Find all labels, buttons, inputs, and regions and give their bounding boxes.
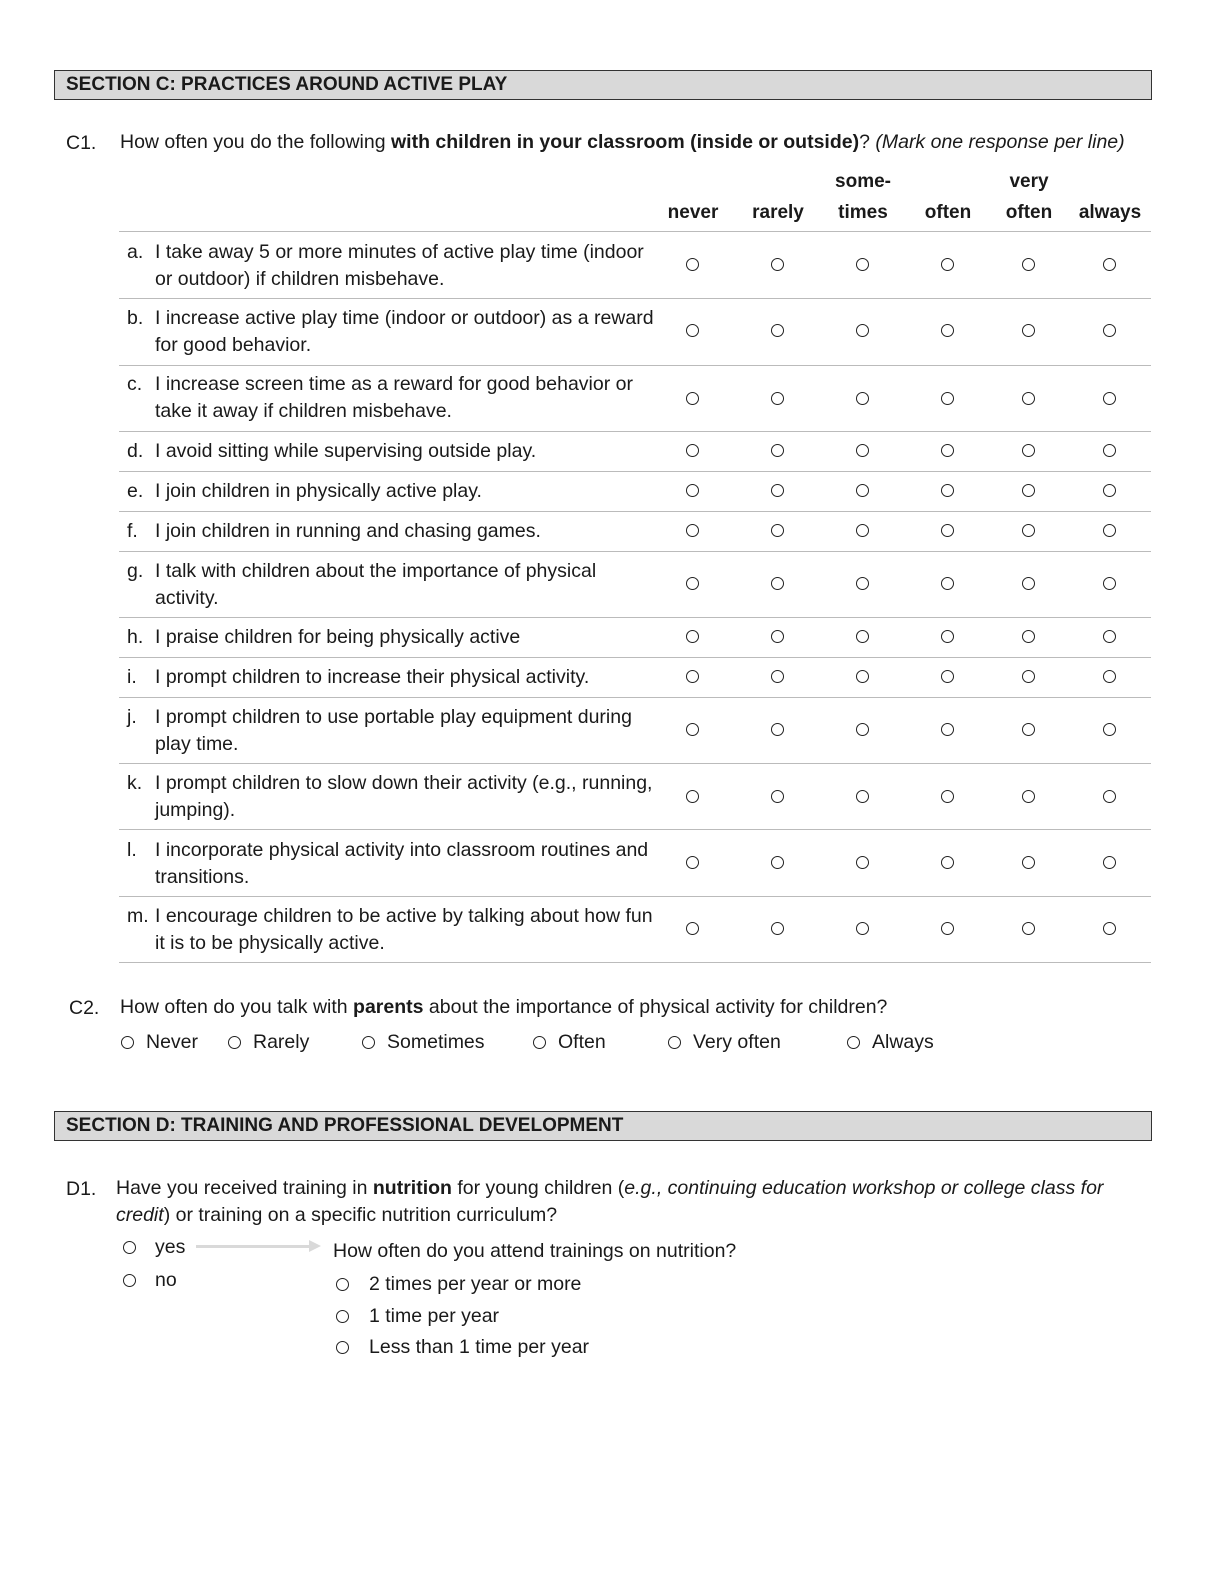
d1-followup-option-1: 2 times per year or more	[369, 1273, 582, 1295]
c2-text-post: about the importance of physical activity for children?	[423, 996, 888, 1018]
c2-text-pre: How often do you talk with	[120, 996, 354, 1018]
radio-row-c-col-3[interactable]	[856, 392, 869, 405]
radio-row-m-col-1[interactable]	[686, 922, 699, 935]
radio-row-l-col-6[interactable]	[1103, 856, 1116, 869]
radio-row-b-col-5[interactable]	[1022, 324, 1035, 337]
col-header-very-often: very often	[1005, 171, 1053, 223]
row-letter: c.	[127, 373, 143, 395]
radio-row-h-col-4[interactable]	[941, 630, 954, 643]
radio-row-c-col-1[interactable]	[686, 392, 699, 405]
d1-text-pre: Have you received training in	[116, 1177, 373, 1199]
radio-row-i-col-6[interactable]	[1103, 670, 1116, 683]
radio-row-f-col-5[interactable]	[1022, 524, 1035, 537]
radio-row-e-col-6[interactable]	[1103, 484, 1116, 497]
row-divider	[119, 431, 1151, 432]
section-c-header: SECTION C: PRACTICES AROUND ACTIVE PLAY	[54, 70, 1152, 100]
c2-number: C2.	[69, 997, 100, 1019]
radio-row-i-col-2[interactable]	[771, 670, 784, 683]
col-header-rarely: rarely	[752, 202, 804, 223]
radio-row-g-col-2[interactable]	[771, 577, 784, 590]
radio-row-f-col-6[interactable]	[1103, 524, 1116, 537]
radio-row-i-col-5[interactable]	[1022, 670, 1035, 683]
radio-row-f-col-4[interactable]	[941, 524, 954, 537]
row-divider	[119, 962, 1151, 963]
radio-row-a-col-1[interactable]	[686, 258, 699, 271]
radio-row-c-col-6[interactable]	[1103, 392, 1116, 405]
radio-row-a-col-4[interactable]	[941, 258, 954, 271]
row-statement: I prompt children to slow down their activity (e.g., running, jumping).	[155, 772, 653, 821]
radio-row-d-col-2[interactable]	[771, 444, 784, 457]
row-statement: I join children in running and chasing games.	[155, 520, 541, 542]
col-header-always: always	[1078, 202, 1142, 223]
d1-text-bold: nutrition	[372, 1177, 452, 1199]
row-letter: j.	[127, 706, 137, 728]
c1-text-mid: ?	[859, 131, 876, 153]
row-statement: I take away 5 or more minutes of active play time (indoor or outdoor) if children misbehave.	[155, 241, 644, 290]
c1-text-italic: (Mark one response per line)	[875, 131, 1125, 153]
radio-row-h-col-1[interactable]	[686, 630, 699, 643]
row-statement: I talk with children about the importance of physical activity.	[155, 560, 597, 609]
radio-row-e-col-1[interactable]	[686, 484, 699, 497]
radio-row-m-col-4[interactable]	[941, 922, 954, 935]
radio-row-j-col-1[interactable]	[686, 723, 699, 736]
radio-row-d-col-3[interactable]	[856, 444, 869, 457]
row-divider	[119, 471, 1151, 472]
radio-row-c-col-5[interactable]	[1022, 392, 1035, 405]
radio-button[interactable]	[228, 1036, 241, 1049]
d1-followup-radio-3[interactable]	[336, 1341, 349, 1354]
d1-followup-radio-2[interactable]	[336, 1310, 349, 1323]
row-divider	[119, 697, 1151, 698]
d1-no-radio[interactable]	[123, 1274, 136, 1287]
radio-row-j-col-4[interactable]	[941, 723, 954, 736]
d1-followup-question: How often do you attend trainings on nutrition?	[333, 1240, 737, 1262]
radio-row-k-col-2[interactable]	[771, 790, 784, 803]
d1-yes-label: yes	[155, 1236, 186, 1258]
radio-row-d-col-4[interactable]	[941, 444, 954, 457]
radio-row-e-col-5[interactable]	[1022, 484, 1035, 497]
radio-row-k-col-1[interactable]	[686, 790, 699, 803]
radio-row-k-col-3[interactable]	[856, 790, 869, 803]
row-divider	[119, 511, 1151, 512]
row-statement: I increase active play time (indoor or outdoor) as a reward for good behavior.	[155, 307, 654, 356]
radio-row-j-col-5[interactable]	[1022, 723, 1035, 736]
radio-row-f-col-1[interactable]	[686, 524, 699, 537]
radio-row-i-col-4[interactable]	[941, 670, 954, 683]
c1-text-bold: with children in your classroom (inside or outside)	[391, 131, 860, 153]
radio-row-l-col-2[interactable]	[771, 856, 784, 869]
row-divider	[119, 365, 1151, 366]
row-letter: b.	[127, 307, 144, 329]
c1-number: C1.	[66, 132, 97, 154]
c2-question-text	[120, 994, 1160, 1021]
radio-row-d-col-1[interactable]	[686, 444, 699, 457]
radio-button[interactable]	[533, 1036, 546, 1049]
radio-row-j-col-6[interactable]	[1103, 723, 1116, 736]
col-header-sometimes: some- times	[835, 171, 891, 223]
radio-row-b-col-2[interactable]	[771, 324, 784, 337]
radio-button[interactable]	[362, 1036, 375, 1049]
radio-row-g-col-3[interactable]	[856, 577, 869, 590]
c1-question-text	[120, 129, 1160, 156]
row-letter: h.	[127, 626, 144, 648]
radio-row-b-col-4[interactable]	[941, 324, 954, 337]
radio-row-h-col-6[interactable]	[1103, 630, 1116, 643]
radio-row-m-col-3[interactable]	[856, 922, 869, 935]
radio-row-h-col-3[interactable]	[856, 630, 869, 643]
section-d-header: SECTION D: TRAINING AND PROFESSIONAL DEVELOPMENT	[54, 1111, 1152, 1141]
row-divider	[119, 829, 1151, 830]
radio-row-m-col-5[interactable]	[1022, 922, 1035, 935]
row-letter: g.	[127, 560, 144, 582]
row-letter: m.	[127, 905, 149, 927]
row-statement: I encourage children to be active by talking about how fun it is to be physically active.	[155, 905, 653, 954]
arrow-line	[196, 1245, 311, 1248]
radio-row-b-col-6[interactable]	[1103, 324, 1116, 337]
radio-row-l-col-5[interactable]	[1022, 856, 1035, 869]
radio-row-f-col-3[interactable]	[856, 524, 869, 537]
radio-row-g-col-5[interactable]	[1022, 577, 1035, 590]
radio-row-l-col-3[interactable]	[856, 856, 869, 869]
radio-row-e-col-3[interactable]	[856, 484, 869, 497]
radio-row-l-col-1[interactable]	[686, 856, 699, 869]
d1-number: D1.	[66, 1178, 97, 1200]
row-divider	[119, 896, 1151, 897]
radio-row-a-col-6[interactable]	[1103, 258, 1116, 271]
radio-row-d-col-5[interactable]	[1022, 444, 1035, 457]
c1-text-pre: How often you do the following	[120, 131, 392, 153]
radio-row-a-col-5[interactable]	[1022, 258, 1035, 271]
radio-row-c-col-2[interactable]	[771, 392, 784, 405]
row-letter: d.	[127, 440, 144, 462]
radio-row-e-col-2[interactable]	[771, 484, 784, 497]
radio-row-a-col-2[interactable]	[771, 258, 784, 271]
c2-text-bold: parents	[353, 996, 424, 1018]
row-letter: a.	[127, 241, 144, 263]
radio-row-d-col-6[interactable]	[1103, 444, 1116, 457]
row-statement: I increase screen time as a reward for good behavior or take it away if children misbehave.	[155, 373, 633, 422]
row-letter: e.	[127, 480, 144, 502]
radio-row-f-col-2[interactable]	[771, 524, 784, 537]
row-statement: I prompt children to increase their physical activity.	[155, 666, 590, 688]
c2-option-never[interactable]: Never	[121, 1030, 198, 1054]
row-statement: I incorporate physical activity into classroom routines and transitions.	[155, 839, 649, 888]
radio-row-j-col-2[interactable]	[771, 723, 784, 736]
row-divider	[119, 231, 1151, 232]
row-statement: I prompt children to use portable play equipment during play time.	[155, 706, 632, 755]
radio-row-k-col-6[interactable]	[1103, 790, 1116, 803]
radio-row-b-col-3[interactable]	[856, 324, 869, 337]
row-letter: i.	[127, 666, 137, 688]
c2-option-always[interactable]: Always	[847, 1030, 934, 1054]
radio-button[interactable]	[121, 1036, 134, 1049]
arrow-right-icon	[309, 1240, 321, 1252]
d1-yes-radio[interactable]	[123, 1241, 136, 1254]
row-divider	[119, 657, 1151, 658]
row-divider	[119, 298, 1151, 299]
row-divider	[119, 551, 1151, 552]
radio-row-l-col-4[interactable]	[941, 856, 954, 869]
c2-option-often[interactable]: Often	[533, 1030, 606, 1054]
radio-row-e-col-4[interactable]	[941, 484, 954, 497]
radio-row-k-col-4[interactable]	[941, 790, 954, 803]
col-header-often: often	[924, 202, 972, 223]
radio-row-g-col-4[interactable]	[941, 577, 954, 590]
radio-row-m-col-6[interactable]	[1103, 922, 1116, 935]
row-letter: l.	[127, 839, 137, 861]
col-header-never: never	[667, 202, 719, 223]
radio-row-g-col-6[interactable]	[1103, 577, 1116, 590]
radio-row-h-col-2[interactable]	[771, 630, 784, 643]
c2-option-rarely[interactable]: Rarely	[228, 1030, 309, 1054]
row-statement: I praise children for being physically active	[155, 626, 521, 648]
radio-row-c-col-4[interactable]	[941, 392, 954, 405]
row-letter: f.	[127, 520, 138, 542]
radio-row-i-col-3[interactable]	[856, 670, 869, 683]
d1-text-mid: for young children (	[451, 1177, 625, 1199]
row-statement: I avoid sitting while supervising outside play.	[155, 440, 537, 462]
d1-followup-option-2: 1 time per year	[369, 1305, 500, 1327]
radio-row-g-col-1[interactable]	[686, 577, 699, 590]
d1-no-label: no	[155, 1269, 177, 1291]
radio-button[interactable]	[847, 1036, 860, 1049]
radio-row-m-col-2[interactable]	[771, 922, 784, 935]
d1-question-text	[116, 1175, 1156, 1229]
radio-row-j-col-3[interactable]	[856, 723, 869, 736]
d1-followup-radio-1[interactable]	[336, 1278, 349, 1291]
radio-row-i-col-1[interactable]	[686, 670, 699, 683]
d1-text-post: ) or training on a specific nutrition curriculum?	[163, 1204, 558, 1226]
radio-row-b-col-1[interactable]	[686, 324, 699, 337]
row-letter: k.	[127, 772, 143, 794]
row-statement: I join children in physically active play.	[155, 480, 482, 502]
d1-followup-option-3: Less than 1 time per year	[369, 1336, 590, 1358]
radio-row-a-col-3[interactable]	[856, 258, 869, 271]
radio-button[interactable]	[668, 1036, 681, 1049]
c2-option-sometimes[interactable]: Sometimes	[362, 1030, 485, 1054]
radio-row-k-col-5[interactable]	[1022, 790, 1035, 803]
d1-text-italic: e.g., continuing education workshop or college class for credit	[116, 1177, 1104, 1226]
row-divider	[119, 617, 1151, 618]
radio-row-h-col-5[interactable]	[1022, 630, 1035, 643]
row-divider	[119, 763, 1151, 764]
c2-option-very-often[interactable]: Very often	[668, 1030, 781, 1054]
